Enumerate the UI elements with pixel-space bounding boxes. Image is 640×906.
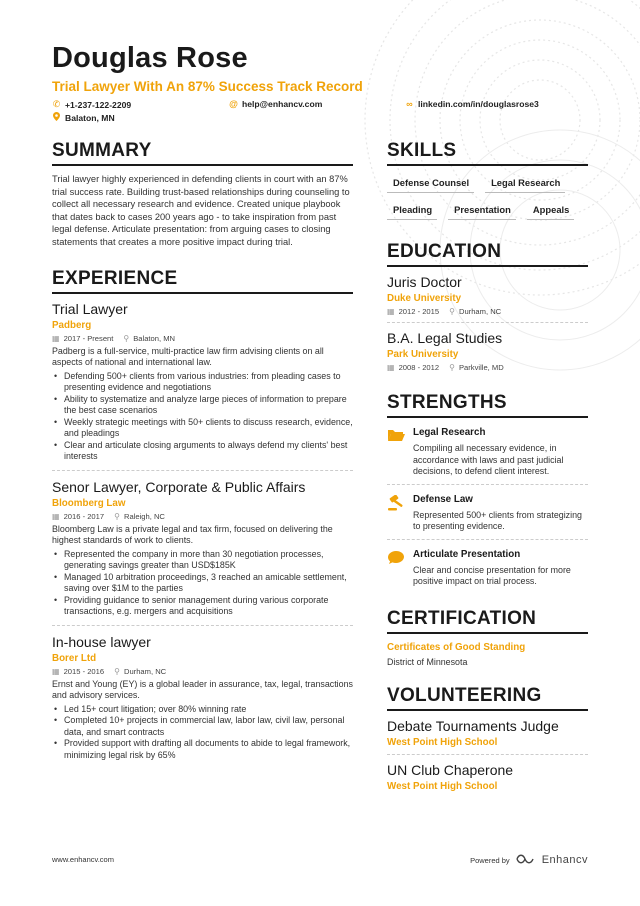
edu-location: Parkville, MD (458, 363, 504, 372)
job-entry (52, 479, 353, 618)
location-text: Balaton, MN (65, 112, 115, 123)
brand-name: Enhancv (541, 854, 588, 866)
edu-degree: Juris Doctor (387, 274, 462, 290)
divider (387, 754, 588, 755)
education-entry (387, 330, 588, 372)
certification-title: CERTIFICATION (387, 608, 588, 634)
job-bullet: • Led 15+ court litigation; over 80% winning rate (52, 704, 353, 716)
skills-list (387, 175, 588, 220)
calendar-icon: ▦ (52, 666, 60, 676)
divider (52, 625, 353, 626)
strength-title: Articulate Presentation (413, 548, 521, 560)
job-description: Padberg is a full-service, multi-practice law firm advising clients on all aspects of national and international law. (52, 345, 324, 368)
edu-school: Duke University (387, 293, 462, 304)
strengths-title: STRENGTHS (387, 392, 588, 418)
skills-title: SKILLS (387, 140, 588, 166)
footer-brand (470, 854, 588, 866)
job-bullet: • Provided support with drafting all documents to abide to legal framework, minimizing legal risk by 65% (52, 738, 353, 761)
summary-title: SUMMARY (52, 140, 353, 166)
edu-meta (387, 307, 588, 316)
calendar-icon: ▦ (387, 363, 395, 372)
strength-description: Compiling all necessary evidence, in accordance with laws and past judicial decisions, to defend client interest. (413, 443, 564, 476)
job-bullet: • Weekly strategic meetings with 50+ clients to discuss research, evidence, and pleadings (52, 417, 353, 440)
edu-meta (387, 363, 588, 372)
location-pin-icon: ⚲ (449, 307, 455, 316)
folder-icon (387, 427, 413, 478)
job-company: Borer Ltd (52, 652, 97, 664)
divider (387, 484, 588, 485)
job-location: Balaton, MN (133, 333, 176, 343)
divider (52, 470, 353, 471)
job-location: Durham, NC (123, 666, 167, 676)
job-entry (52, 301, 353, 463)
strength-description: Represented 500+ clients from strategizing to presenting evidence. (413, 509, 582, 531)
skill-tag: Pleading (387, 202, 437, 220)
footer-website[interactable]: www.enhancv.com (52, 855, 114, 864)
edu-degree: B.A. Legal Studies (387, 330, 503, 346)
job-dates: 2016 - 2017 (63, 511, 105, 521)
certification-issuer: District of Minnesota (387, 656, 468, 667)
job-meta (52, 667, 353, 676)
linkedin-text[interactable]: linkedin.com/in/douglasrose3 (418, 99, 539, 109)
divider (387, 322, 588, 323)
strength-title: Defense Law (413, 493, 473, 505)
edu-dates: 2008 - 2012 (398, 363, 440, 372)
job-bullet: • Completed 10+ projects in commercial law, labor law, civil law, personal data, and smart contracts (52, 715, 353, 738)
job-bullets (52, 549, 353, 618)
job-meta (52, 334, 353, 343)
strength-item (387, 494, 588, 533)
contact-phone (52, 99, 131, 110)
volunteer-role: Debate Tournaments Judge (387, 718, 559, 735)
contact-email[interactable] (229, 99, 322, 109)
job-title: Trial Lawyer (52, 300, 128, 317)
job-bullets (52, 371, 353, 463)
job-bullets (52, 704, 353, 762)
skill-tag: Appeals (527, 202, 574, 220)
job-title: In-house lawyer (52, 633, 151, 650)
volunteer-org: West Point High School (387, 737, 498, 749)
volunteer-org: West Point High School (387, 781, 498, 793)
job-bullet: • Managed 10 arbitration proceedings, 3 reached an amicable settlement, saving over $1M to the parties (52, 572, 353, 595)
job-title: Senor Lawyer, Corporate & Public Affairs (52, 478, 306, 495)
location-pin-icon (52, 112, 61, 123)
volunteer-entry (387, 762, 588, 792)
job-bullet: • Ability to systematize and analyze large pieces of information to prepare the best case scenarios (52, 394, 353, 417)
strength-item (387, 427, 588, 478)
calendar-icon: ▦ (52, 333, 60, 343)
location-pin-icon: ⚲ (114, 511, 120, 521)
experience-title: EXPERIENCE (52, 268, 353, 294)
volunteering-title: VOLUNTEERING (387, 685, 588, 711)
edu-dates: 2012 - 2015 (398, 307, 440, 316)
strength-description: Clear and concise presentation for more positive impact on trial process. (413, 564, 571, 586)
speech-bubble-icon (387, 549, 413, 588)
contact-location (52, 112, 115, 123)
powered-by-text: Powered by (470, 855, 510, 865)
job-description: Ernst and Young (EY) is a global leader in assurance, tax, legal, transactions and advisory services. (52, 678, 353, 701)
email-text[interactable]: help@enhancv.com (242, 99, 323, 109)
strength-item (387, 549, 588, 588)
job-location: Raleigh, NC (123, 511, 165, 521)
skill-tag: Presentation (448, 202, 516, 220)
job-dates: 2015 - 2016 (63, 666, 105, 676)
headline: Trial Lawyer With An 87% Success Track Record (52, 79, 363, 94)
job-bullet: • Clear and articulate closing arguments to always defend my clients' best interests (52, 440, 353, 463)
location-pin-icon: ⚲ (114, 666, 120, 676)
job-company: Bloomberg Law (52, 497, 126, 509)
candidate-name: Douglas Rose (52, 42, 248, 74)
job-description: Bloomberg Law is a private legal and tax firm, focused on delivering the highest standards of work to clients. (52, 523, 333, 546)
left-column (52, 140, 353, 761)
calendar-icon: ▦ (52, 511, 60, 521)
location-pin-icon: ⚲ (449, 363, 455, 372)
skill-tag: Defense Counsel (387, 175, 474, 193)
certification-name: Certificates of Good Standing (387, 641, 526, 653)
skill-tag: Legal Research (485, 175, 565, 193)
volunteer-role: UN Club Chaperone (387, 762, 514, 779)
calendar-icon: ▦ (387, 307, 395, 316)
phone-text: +1-237-122-2209 (65, 99, 132, 110)
phone-icon: ✆ (52, 99, 61, 109)
strength-title: Legal Research (413, 427, 486, 438)
summary-text: Trial lawyer highly experienced in defending clients in court with an 87% trial success rate. Building trust-based relationships during counseling to collect all necessary research and evidence. Created unique playbook that dates back to cases 200 years ago - to take inspiration from past legal defense. Articulate presentation: from arguing cases to closing statements that creates a more positive impact during trial. (52, 174, 350, 247)
gavel-icon (387, 494, 413, 533)
contact-linkedin[interactable] (405, 99, 539, 109)
job-dates: 2017 - Present (63, 333, 114, 343)
job-entry (52, 634, 353, 762)
location-pin-icon: ⚲ (123, 333, 130, 343)
job-company: Padberg (52, 319, 92, 331)
enhancv-logo-icon (516, 854, 536, 866)
edu-school: Park University (387, 349, 459, 360)
education-title: EDUCATION (387, 241, 588, 267)
education-entry (387, 274, 588, 316)
edu-location: Durham, NC (458, 307, 502, 316)
job-meta (52, 512, 353, 521)
job-bullet: • Providing guidance to senior management during various corporate transactions, e.g. mergers and acquisitions (52, 595, 353, 618)
volunteer-entry (387, 718, 588, 748)
job-bullet: • Represented the company in more than 30 negotiation processes, generating savings greater than USD$185K (52, 549, 353, 572)
at-icon: @ (229, 99, 238, 109)
job-bullet: • Defending 500+ clients from various industries: from pleading cases to presenting evidence and negotiations (52, 371, 353, 394)
link-icon: ∞ (406, 99, 413, 109)
divider (387, 539, 588, 540)
right-column (387, 140, 588, 792)
